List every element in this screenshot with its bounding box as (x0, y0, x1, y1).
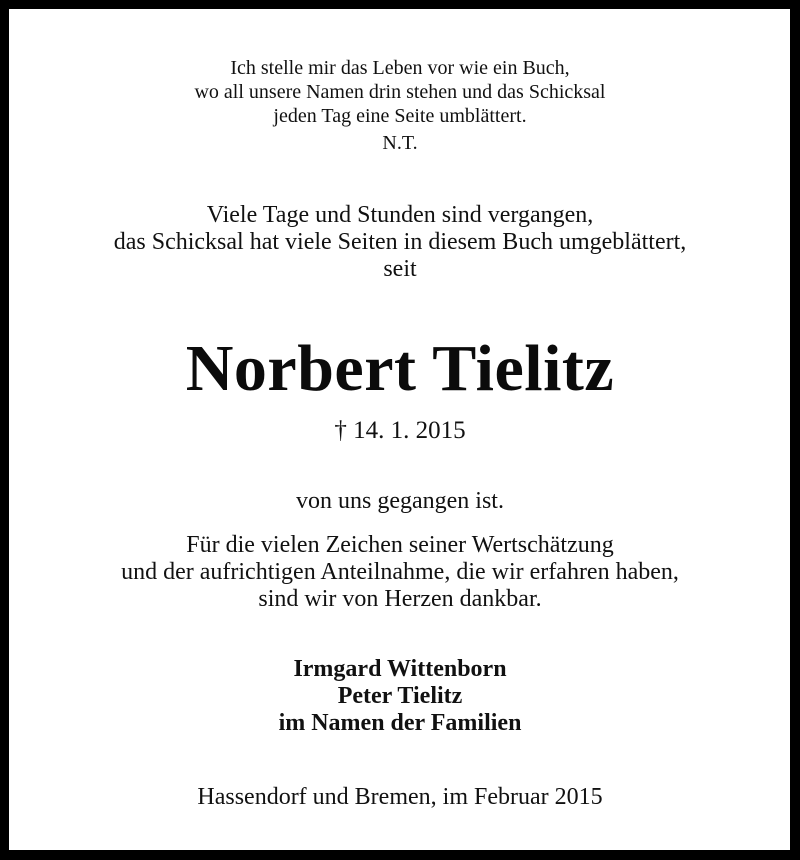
passed-line: von uns gegangen ist. (296, 488, 504, 514)
death-date: † 14. 1. 2015 (334, 417, 466, 444)
motto-line-1: Ich stelle mir das Leben vor wie ein Buch, (230, 57, 570, 79)
thanks-line-3: sind wir von Herzen dankbar. (258, 586, 542, 612)
thanks-line-2: und der aufrichtigen Anteilnahme, die wir erfahren haben, (121, 559, 679, 585)
signatory-1: Irmgard Wittenborn (293, 656, 507, 682)
thanks-line-1: Für die vielen Zeichen seiner Wertschätzung (186, 532, 614, 558)
motto-author: N.T. (382, 132, 418, 154)
intro-line-3: seit (383, 256, 417, 282)
motto-line-2: wo all unsere Namen drin stehen und das Schicksal (194, 81, 606, 103)
intro-line-2: das Schicksal hat viele Seiten in diesem Buch umgeblättert, (113, 229, 687, 255)
intro-line-1: Viele Tage und Stunden sind vergangen, (206, 202, 594, 228)
signatory-families: im Namen der Familien (278, 710, 522, 736)
signatory-2: Peter Tielitz (337, 683, 463, 709)
deceased-name: Norbert Tielitz (185, 332, 615, 405)
motto-line-3: jeden Tag eine Seite umblättert. (273, 105, 527, 127)
place-and-date: Hassendorf und Bremen, im Februar 2015 (197, 784, 603, 810)
